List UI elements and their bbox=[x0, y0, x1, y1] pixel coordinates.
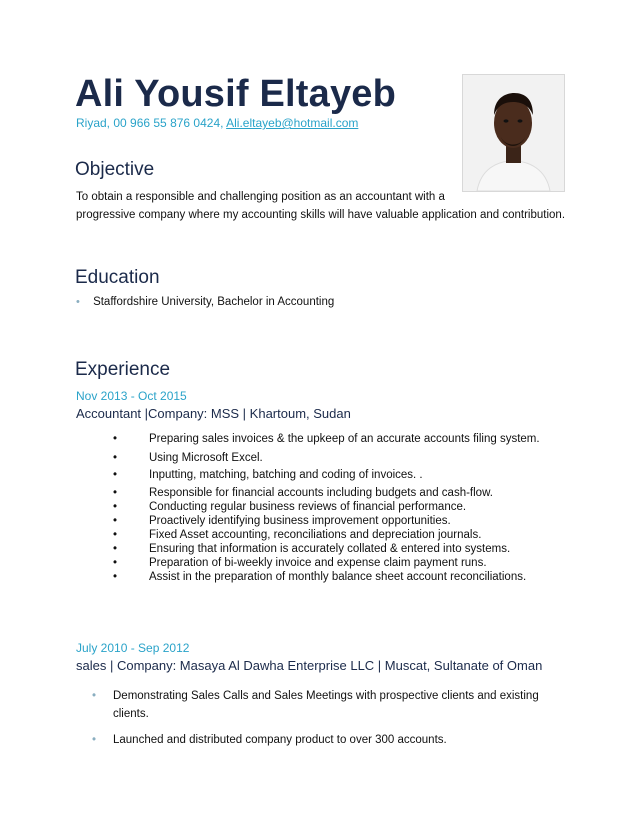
job-dates: Nov 2013 - Oct 2015 bbox=[76, 389, 187, 403]
job-title: Accountant |Company: MSS | Khartoum, Sudan bbox=[76, 406, 351, 421]
list-item: • Conducting regular business reviews of financial performance. bbox=[113, 501, 573, 515]
list-item: • Assist in the preparation of monthly balance sheet account reconciliations. bbox=[113, 571, 573, 585]
list-item: • Preparation of bi-weekly invoice and expense claim payment runs. bbox=[113, 557, 573, 571]
list-item bbox=[92, 731, 562, 749]
bullet-icon: • bbox=[92, 690, 97, 702]
education-heading: Education bbox=[75, 267, 160, 288]
list-item: • Ensuring that information is accurately collated & entered into systems. bbox=[113, 543, 573, 557]
contact-line bbox=[76, 116, 358, 130]
list-item: • Inputting, matching, batching and coding of invoices. . bbox=[113, 469, 573, 487]
objective-heading: Objective bbox=[75, 159, 155, 180]
list-item: • Responsible for financial accounts including budgets and cash-flow. bbox=[113, 487, 573, 501]
objective-line-2: progressive company where my accounting skills will have valuable application and contribution. bbox=[76, 209, 566, 221]
email-link[interactable]: Ali.eltayeb@hotmail.com bbox=[226, 116, 359, 130]
duty-text: Launched and distributed company product to over 300 accounts. bbox=[113, 734, 447, 746]
job-duties-list bbox=[113, 433, 573, 585]
education-item bbox=[76, 296, 334, 308]
job-dates: July 2010 - Sep 2012 bbox=[76, 641, 190, 655]
profile-photo bbox=[462, 74, 565, 192]
candidate-name: Ali Yousif Eltayeb bbox=[75, 73, 397, 115]
list-item: • Preparing sales invoices & the upkeep of an accurate accounts filing system. bbox=[113, 433, 573, 452]
contact-location-phone: Riyad, 00 966 55 876 0424, bbox=[76, 116, 227, 130]
person-portrait-icon bbox=[463, 75, 564, 191]
objective-line-1: To obtain a responsible and challenging position as an accountant with a bbox=[76, 191, 445, 203]
education-text: Staffordshire University, Bachelor in Accounting bbox=[93, 296, 335, 308]
bullet-icon: • bbox=[92, 734, 97, 746]
job-title: sales | Company: Masaya Al Dawha Enterprise LLC | Muscat, Sultanate of Oman bbox=[76, 658, 543, 673]
list-item bbox=[92, 687, 562, 723]
bullet-icon: • bbox=[76, 296, 80, 308]
list-item: • Proactively identifying business improvement opportunities. bbox=[113, 515, 573, 529]
experience-heading: Experience bbox=[75, 359, 171, 380]
list-item: • Fixed Asset accounting, reconciliations and depreciation journals. bbox=[113, 529, 573, 543]
list-item: • Using Microsoft Excel. bbox=[113, 452, 573, 469]
duty-text: Demonstrating Sales Calls and Sales Meetings with prospective clients and existing clients. bbox=[113, 690, 539, 720]
objective-text bbox=[76, 188, 576, 224]
